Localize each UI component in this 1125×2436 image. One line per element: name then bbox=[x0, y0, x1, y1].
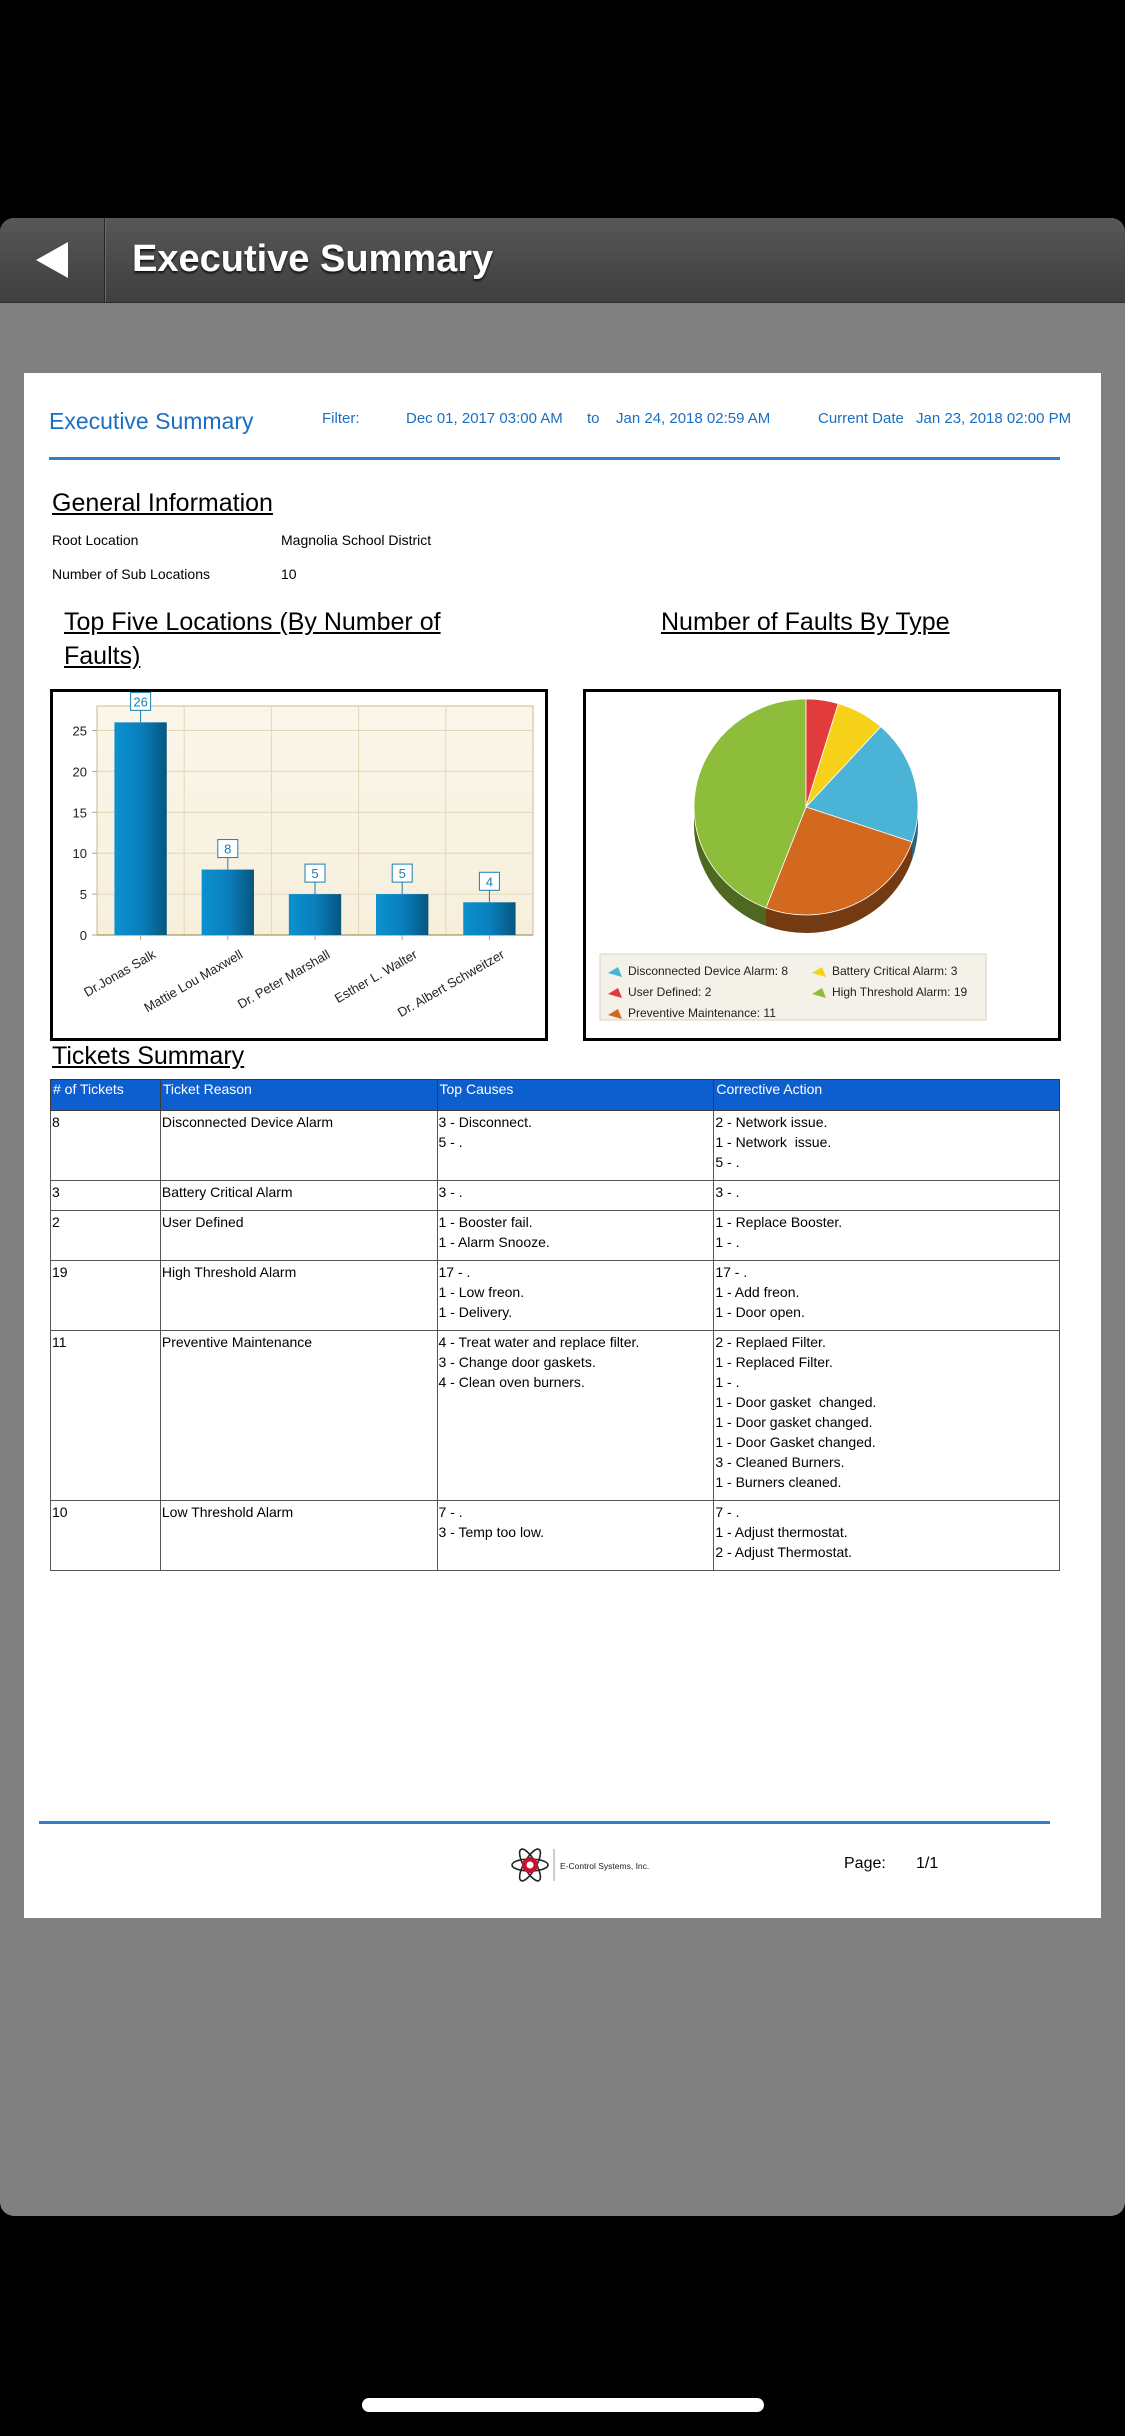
ticket-reason-cell: User Defined bbox=[160, 1211, 437, 1261]
corrective-action-cell bbox=[714, 1501, 1060, 1571]
action-line: 1 - Door open. bbox=[715, 1304, 805, 1320]
root-location-value: Magnolia School District bbox=[281, 532, 432, 548]
report-viewer bbox=[0, 218, 1125, 2216]
back-button[interactable] bbox=[0, 218, 105, 302]
cause-line: 1 - Booster fail. bbox=[438, 1214, 533, 1230]
bar-chart-panel bbox=[50, 689, 548, 1041]
action-line: 2 - Replaed Filter. bbox=[715, 1334, 826, 1350]
pie-legend bbox=[600, 954, 986, 1020]
ticket-count-cell: 19 bbox=[51, 1261, 161, 1331]
cause-line: 4 - Clean oven burners. bbox=[438, 1374, 585, 1390]
action-line: 1 - Burners cleaned. bbox=[715, 1474, 842, 1490]
ticket-reason-cell: High Threshold Alarm bbox=[160, 1261, 437, 1331]
table-row[interactable] bbox=[51, 1261, 1060, 1331]
corrective-action-cell bbox=[714, 1331, 1060, 1501]
cause-line: 3 - Change door gaskets. bbox=[438, 1354, 596, 1370]
x-tick-label: Esther L. Walter bbox=[331, 946, 420, 1006]
column-header-reason[interactable]: Ticket Reason bbox=[160, 1080, 437, 1111]
root-location-label: Root Location bbox=[52, 532, 139, 548]
legend-label: Battery Critical Alarm: 3 bbox=[832, 964, 958, 978]
bar bbox=[202, 870, 254, 935]
bar-chart-title: Top Five Locations (By Number of Faults) bbox=[64, 608, 441, 670]
action-line: 1 - Door Gasket changed. bbox=[715, 1434, 876, 1450]
filter-from: Dec 01, 2017 03:00 AM bbox=[406, 410, 563, 427]
pie-chart-panel bbox=[583, 689, 1061, 1041]
y-tick-label: 15 bbox=[72, 805, 87, 821]
y-tick-label: 20 bbox=[72, 764, 87, 780]
bar bbox=[289, 894, 341, 935]
action-line: 1 - . bbox=[715, 1374, 740, 1390]
table-row[interactable] bbox=[51, 1501, 1060, 1571]
legend-label: High Threshold Alarm: 19 bbox=[832, 985, 968, 999]
tickets-summary-title: Tickets Summary bbox=[52, 1042, 245, 1070]
company-logo bbox=[510, 1843, 660, 1887]
y-tick-label: 10 bbox=[72, 846, 87, 862]
header-divider bbox=[49, 457, 1060, 460]
data-label: 5 bbox=[311, 866, 319, 882]
corrective-action-cell bbox=[714, 1181, 1060, 1211]
cause-line: 3 - Temp too low. bbox=[438, 1524, 545, 1540]
corrective-action-cell bbox=[714, 1261, 1060, 1331]
company-name: E-Control Systems, Inc. bbox=[560, 1861, 650, 1871]
action-line: 17 - . bbox=[715, 1264, 748, 1280]
page-label: Page: bbox=[844, 1855, 886, 1872]
cause-line: 3 - Disconnect. bbox=[438, 1114, 532, 1130]
y-tick-label: 5 bbox=[79, 887, 87, 903]
action-line: 5 - . bbox=[715, 1154, 740, 1170]
table-row[interactable] bbox=[51, 1111, 1060, 1181]
page-title: Executive Summary bbox=[132, 238, 494, 280]
report-title: Executive Summary bbox=[49, 408, 254, 434]
corrective-action-cell bbox=[714, 1211, 1060, 1261]
action-line: 1 - Add freon. bbox=[715, 1284, 800, 1300]
table-row[interactable] bbox=[51, 1331, 1060, 1501]
action-line: 2 - Adjust Thermostat. bbox=[715, 1544, 853, 1560]
x-tick-label: Mattie Lou Maxwell bbox=[141, 946, 246, 1016]
top-causes-cell bbox=[437, 1501, 714, 1571]
top-causes-cell bbox=[437, 1111, 714, 1181]
action-line: 1 - Replace Booster. bbox=[715, 1214, 843, 1230]
ticket-count-cell: 3 bbox=[51, 1181, 161, 1211]
tickets-table bbox=[50, 1079, 1060, 1571]
x-tick-label: Dr.Jonas Salk bbox=[81, 946, 159, 1000]
ticket-count-cell: 8 bbox=[51, 1111, 161, 1181]
back-arrow-icon bbox=[36, 242, 68, 278]
y-tick-label: 25 bbox=[72, 723, 87, 739]
action-line: 3 - Cleaned Burners. bbox=[715, 1454, 845, 1470]
bar-chart bbox=[53, 692, 545, 1038]
cause-line: 1 - Alarm Snooze. bbox=[438, 1234, 550, 1250]
x-tick-label: Dr. Albert Schweitzer bbox=[394, 946, 507, 1020]
column-header-actions[interactable]: Corrective Action bbox=[714, 1080, 1060, 1111]
filter-to: Jan 24, 2018 02:59 AM bbox=[616, 410, 771, 427]
ticket-reason-cell: Battery Critical Alarm bbox=[160, 1181, 437, 1211]
ticket-reason-cell: Low Threshold Alarm bbox=[160, 1501, 437, 1571]
pie-chart-title: Number of Faults By Type bbox=[661, 608, 950, 636]
filter-to-label: to bbox=[587, 410, 600, 427]
action-line: 1 - Network issue. bbox=[715, 1134, 832, 1150]
home-indicator[interactable] bbox=[362, 2398, 764, 2412]
action-line: 1 - . bbox=[715, 1234, 740, 1250]
column-header-count[interactable]: # of Tickets bbox=[51, 1080, 161, 1111]
action-line: 2 - Network issue. bbox=[715, 1114, 828, 1130]
action-line: 1 - Adjust thermostat. bbox=[715, 1524, 848, 1540]
cause-line: 1 - Delivery. bbox=[438, 1304, 513, 1320]
action-line: 7 - . bbox=[715, 1504, 740, 1520]
current-date: Jan 23, 2018 02:00 PM bbox=[916, 410, 1072, 427]
ticket-reason-cell: Preventive Maintenance bbox=[160, 1331, 437, 1501]
table-row[interactable] bbox=[51, 1211, 1060, 1261]
top-causes-cell bbox=[437, 1211, 714, 1261]
table-row[interactable] bbox=[51, 1181, 1060, 1211]
filter-label: Filter: bbox=[322, 410, 360, 427]
sub-locations-label: Number of Sub Locations bbox=[52, 566, 210, 582]
cause-line: 3 - . bbox=[438, 1184, 463, 1200]
ticket-count-cell: 2 bbox=[51, 1211, 161, 1261]
cause-line: 4 - Treat water and replace filter. bbox=[438, 1334, 640, 1350]
x-tick-label: Dr. Peter Marshall bbox=[234, 946, 333, 1012]
cause-line: 7 - . bbox=[438, 1504, 463, 1520]
cause-line: 17 - . bbox=[438, 1264, 471, 1280]
current-date-label: Current Date bbox=[818, 410, 904, 427]
cause-line: 5 - . bbox=[438, 1134, 463, 1150]
bar bbox=[463, 902, 515, 935]
legend-label: User Defined: 2 bbox=[628, 985, 712, 999]
general-info-title: General Information bbox=[52, 489, 273, 517]
corrective-action-cell bbox=[714, 1111, 1060, 1181]
cause-line: 1 - Low freon. bbox=[438, 1284, 525, 1300]
ticket-reason-cell: Disconnected Device Alarm bbox=[160, 1111, 437, 1181]
pie-chart bbox=[586, 692, 1058, 1038]
data-label: 5 bbox=[398, 866, 406, 882]
data-label: 26 bbox=[133, 694, 148, 710]
legend-label: Preventive Maintenance: 11 bbox=[628, 1006, 776, 1020]
top-causes-cell bbox=[437, 1261, 714, 1331]
sub-locations-value: 10 bbox=[281, 566, 297, 582]
top-causes-cell bbox=[437, 1181, 714, 1211]
footer-divider bbox=[39, 1821, 1050, 1824]
ticket-count-cell: 10 bbox=[51, 1501, 161, 1571]
action-line: 1 - Door gasket changed. bbox=[715, 1414, 873, 1430]
table-header-row bbox=[51, 1080, 1060, 1111]
legend-label: Disconnected Device Alarm: 8 bbox=[628, 964, 789, 978]
bar bbox=[376, 894, 428, 935]
top-causes-cell bbox=[437, 1331, 714, 1501]
data-label: 4 bbox=[485, 874, 494, 890]
y-tick-label: 0 bbox=[79, 928, 87, 943]
action-line: 1 - Replaced Filter. bbox=[715, 1354, 833, 1370]
report-document[interactable] bbox=[24, 373, 1101, 1918]
bar bbox=[114, 722, 166, 935]
action-line: 1 - Door gasket changed. bbox=[715, 1394, 877, 1410]
ticket-count-cell: 11 bbox=[51, 1331, 161, 1501]
data-label: 8 bbox=[224, 841, 232, 857]
navigation-bar bbox=[0, 218, 1125, 303]
page-number: 1/1 bbox=[916, 1855, 939, 1872]
column-header-causes[interactable]: Top Causes bbox=[437, 1080, 714, 1111]
action-line: 3 - . bbox=[715, 1184, 740, 1200]
